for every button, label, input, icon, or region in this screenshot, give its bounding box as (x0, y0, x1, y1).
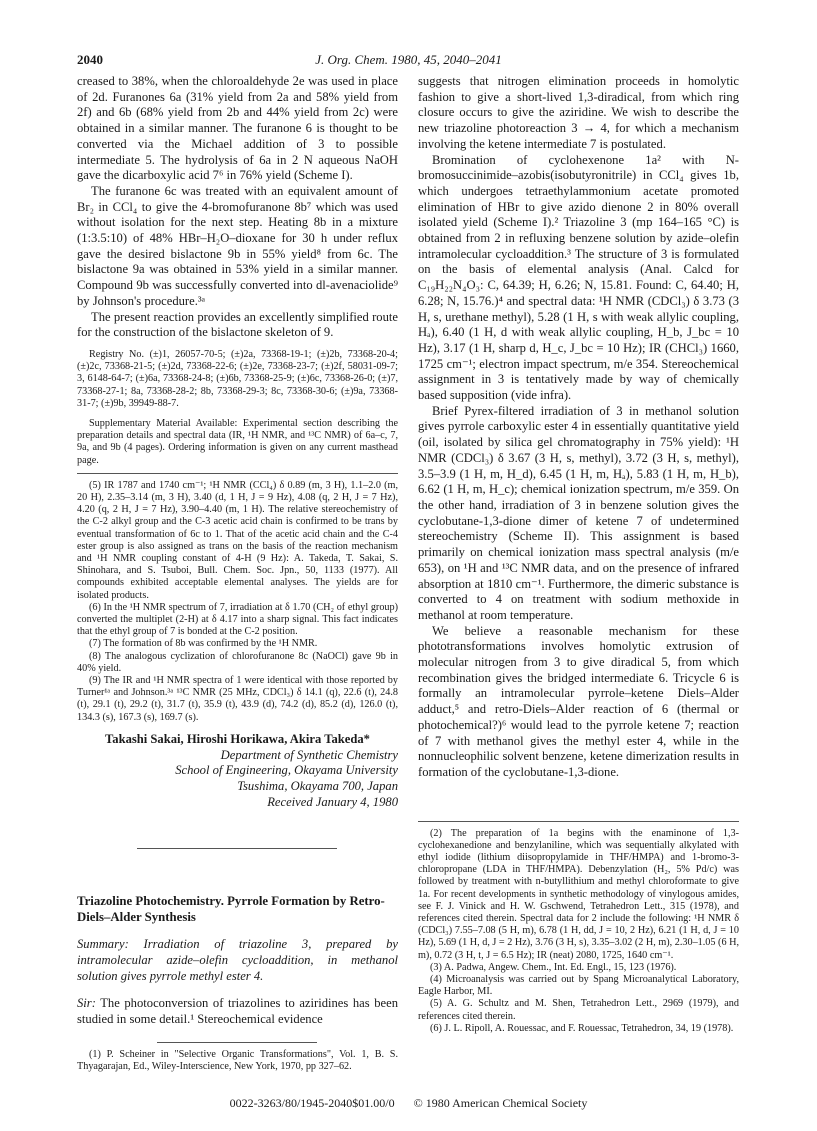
body-paragraph: suggests that nitrogen elimination proceeds in homolytic fashion to give a short-lived 1,3-diradical, from which ring closure occurs to give the aziridine. We wish to describe the new triazoline photoreaction 3 → 4, for which a mechanism involving the ketene intermediate 7 is postulated. (418, 74, 739, 151)
authors: Takashi Sakai, Hiroshi Horikawa, Akira Takeda* (105, 731, 370, 746)
article-title: Triazoline Photochemistry. Pyrrole Formation by Retro-Diels–Alder Synthesis (77, 894, 385, 925)
footnote: (6) In the ¹H NMR spectrum of 7, irradiation at δ 1.70 (CH₂ of ethyl group) converted the multiplet (2-H) at δ 4.17 into a sharp signal. This fact indicates that the ethyl group of 7 is bonded at the C-2 position. (77, 601, 398, 638)
footnote: (7) The formation of 8b was confirmed by the ¹H NMR. (89, 638, 318, 650)
affiliation-line: Tsushima, Okayama 700, Japan (237, 778, 398, 793)
footnote: (8) The analogous cyclization of chlorofuranone 8c (NaOCl) gave 9b in 40% yield. (77, 650, 398, 674)
page-number: 2040 (77, 52, 103, 67)
body-paragraph: Bromination of cyclohexenone 1a² with N-bromosuccinimide–azobis(isobutyronitrile) in CCl₄ gives 1b, which undergoes tetraethylammonium acetate promoted elimination of HBr to give azido dienone 2 in 80% overall isolated yield (Scheme I).² Triazoline 3 (mp 164–165 °C) is obtained from 2 in refluxing benzene solution by azide–olefin intramolecular cycloaddition.³ The structure of 3 is formulated on the basis of elemental analysis (Anal. Calcd for C₁₉H₂₂N₄O₃: C, 64.39; H, 6.26; N, 15.81. Found: C, 64.40; H, 6.28; N, 15.76.)⁴ and spectral data: ¹H NMR (CDCl₃) δ 3.73 (3 H, s, urethane methyl), 5.28 (1 H, s with weak allylic coupling, Hₐ), 6.40 (1 H, d with weak allylic coupling, H_b, J_bc = 10 Hz), 3.17 (1 H, sharp d, H_c, J_bc = 10 Hz); IR (CHCl₃) 1660, 1725 cm⁻¹; electron impact spectrum, m/e 354. Stereochemical assignment in 3 is tentatively made by way of chemically based supposition (vide infra). (418, 152, 739, 403)
journal-citation: J. Org. Chem. 1980, 45, 2040–2041 (315, 52, 502, 67)
summary (77, 937, 398, 984)
affiliation (77, 748, 398, 811)
summary-text: Irradiation of triazoline 3, prepared by intramolecular azide–olefin cycloaddition, in methanol solution gives pyrrole methyl ester 4. (77, 937, 399, 983)
summary-label: Summary: (77, 937, 129, 952)
footnote: (5) IR 1787 and 1740 cm⁻¹; ¹H NMR (CCl₄) δ 0.89 (m, 3 H), 1.1–2.0 (m, 20 H), 2.35–3.14 (m, 3 H), 3.40 (d, 1 H, J = 9 Hz), 4.08 (q, 2 H, J = 7 Hz), 4.20 (q, 2 H, J = 7 Hz), 3.90–4.40 (m, 1 H). The relative stereochemistry of the C-2 alkyl group and the C-3 acetic acid chain is confirmed to be trans by eventual transformation of 6c to 1. That of the acetic acid chain and the C-4 ester group is also assigned as trans on the basis of the reaction mechanism and ¹H NMR coupling constant of 4-H (9 Hz): A. Takeda, T. Sakai, S. Shinohara, and S. Tsuboi, Bull. Chem. Soc. Jpn., 50, 1133 (1977). All compounds exhibited acceptable elemental analyses. The yields are for isolated products. (77, 479, 398, 601)
divider (418, 821, 739, 822)
sir-paragraph (77, 996, 398, 1027)
body-paragraph: The furanone 6c was treated with an equivalent amount of Br₂ in CCl₄ to give the 4-bromofuranone 8b⁷ which was used without isolation for the next step. Heating 8b in a mixture (1:3.5:10) of 48% HBr–H₂O–dioxane for 30 h under reflux gave the desired bislactone 9b in 55% yield⁸ from 6c. The bislactone 9a was obtained in 53% yield in a similar manner. Compound 9b was successfully converted into dl-avenaciolide⁹ by Johnson's procedure.³ᵃ (77, 183, 398, 308)
article-code: 0022-3263/80/1945-2040$01.00/0 (229, 1096, 395, 1110)
footnote: (4) Microanalysis was carried out by Spang Microanalytical Laboratory, Eagle Harbor, MI. (418, 974, 739, 998)
right-column (418, 74, 739, 1035)
registry-numbers (77, 349, 398, 410)
divider (77, 473, 398, 474)
sir-label: Sir: (77, 996, 96, 1011)
footnote: (3) A. Padwa, Angew. Chem., Int. Ed. Engl., 15, 123 (1976). (430, 961, 677, 973)
footnotes-left (77, 480, 398, 724)
footnote: (6) J. L. Ripoll, A. Rouessac, and F. Rouessac, Tetrahedron, 34, 19 (1978). (430, 1022, 734, 1034)
divider (157, 1042, 317, 1043)
body-paragraph: The present reaction provides an excellently simplified route for the construction of the bislactone skeleton of 9. (77, 309, 398, 340)
affiliation-line: Department of Synthetic Chemistry (220, 747, 398, 762)
body-paragraph: We believe a reasonable mechanism for these phototransformations involves homolytic extrusion of molecular nitrogen from 3 to give diradical 5, from which recombination gives the bridged intermediate 6. Tricycle 6 is formally an intramolecular pyrrole–ketene Diels–Alder adduct,⁵ and retro-Diels–Alder reaction of 6 (thermal or photochemical?)⁶ would lead to the pyrrole ketene 7; reaction of 7 with methanol gives the methyl ester 4, while in the nonnucleophilic solvent benzene, ketene dimerization results in formation of the cyclobutane-1,3-dione. (418, 623, 739, 779)
footnote: (9) The IR and ¹H NMR spectra of 1 were identical with those reported by Turner¹ᵃ and Johnson.³ᵃ ¹³C NMR (25 MHz, CDCl₃) δ 14.1 (q), 22.6 (t), 24.8 (t), 29.1 (t), 29.2 (t), 31.7 (t), 35.9 (t), 43.9 (d), 74.2 (d), 85.2 (d), 126.0 (t), 134.3 (s), 167.3 (s), 169.7 (s). (77, 675, 398, 723)
footnote: (1) P. Scheiner in "Selective Organic Transformations", Vol. 1, B. S. Thyagarajan, Ed., Wiley-Interscience, New York, 1970, pp 327–62. (77, 1048, 398, 1073)
left-column (77, 74, 398, 1073)
footnote-1 (77, 1049, 398, 1073)
supplementary-text: Supplementary Material Available: Experimental section describing the preparation details and spectral data (IR, ¹H NMR, and ¹³C NMR) of 6a–c, 7, 9a, and 9b (4 pages). Ordering information is given on any current masthead page. (77, 417, 398, 466)
body-paragraph: Brief Pyrex-filtered irradiation of 3 in methanol solution gives pyrrole carboxylic ester 4 in essentially quantitative yield (oil, isolated by silica gel chromatography in 75% yield): ¹H NMR (CDCl₃) δ 3.67 (3 H, s, methyl), 3.72 (3 H, s, methyl), 3.5–3.9 (1 H, m, H_d), 6.45 (1 H, m, Hₐ), 5.83 (1 H, m, H_b), 6.62 (1 H, m, H_c); chemical ionization spectrum, m/e 359. On the other hand, irradiation of 3 in benzene solution gives the cyclobutane-1,3-dione dimer of ketene 7 of undetermined stereochemistry (Scheme II). This assignment is based primarily on chemical ionization mass spectral analysis (m/e 653), on ¹H and ¹³C NMR data, and on the presence of infrared absorption at 1810 cm⁻¹. Furthermore, the dimeric substance is converted to 4 on treatment with sodium methoxide in methanol at room temperature. (418, 403, 739, 622)
footnotes-right (418, 828, 739, 1035)
affiliation-line: School of Engineering, Okayama University (175, 763, 398, 778)
copyright: © 1980 American Chemical Society (413, 1096, 588, 1110)
page-footer (77, 1096, 740, 1111)
supplementary-material (77, 418, 398, 467)
footnote: (5) A. G. Schultz and M. Shen, Tetrahedron Lett., 2969 (1979), and references cited therein. (418, 998, 739, 1022)
registry-text: Registry No. (±)1, 26057-70-5; (±)2a, 73368-19-1; (±)2b, 73368-20-4; (±)2c, 73368-21-5; (±)2d, 73368-22-6; (±)2e, 73368-23-7; (±)2f, 58031-09-7; 3, 6148-64-7; (±)6a, 73368-24-8; (±)6b, 73368-25-9; (±)6c, 73368-26-0; (±)7, 73368-27-1; 8a, 73368-28-2; 8b, 73368-29-3; 8c, 73368-30-6; (±)9a, 73368-31-7; (±)9b, 39949-88-7. (77, 348, 398, 409)
running-header (77, 52, 740, 70)
footnote: (2) The preparation of 1a begins with the enaminone of 1,3-cyclohexanedione and benzylaniline, which was sequentially alkylated with ethyl iodide (lithium diisopropylamide in THF/HMPA) and 1-bromo-3-chloropropane (LDA in THF/HMPA). Debenzylation (H₂, 5% Pd/c) was followed by treatment with n-butyllithium and methyl chloroformate to give 1a. For recent developments in synthetic methodology of vinylogous amides, see F. J. Vinick and H. W. Gschwend, Tetrahedron Lett., 315 (1978), and references cited therein. Spectral data for 2 include the following: ¹H NMR δ (CDCl₃) 7.55–7.08 (5 H, m), 6.78 (1 H, dd, J = 10, 2 Hz), 6.21 (1 H, d, J = 10 Hz), 5.69 (1 H, d, J = 2 Hz), 3.76 (3 H, s), 3.35–3.02 (2 H, m), 2.30–1.05 (6 H, m), 0.72 (3 H, t, J = 6.5 Hz); IR (neat) 2080, 1725, 1640 cm⁻¹. (418, 827, 739, 961)
received-date: Received January 4, 1980 (267, 794, 398, 809)
divider (137, 848, 337, 849)
body-paragraph: creased to 38%, when the chloroaldehyde 2e was used in place of 2d. Furanones 6a (31% yield from 2a and 58% yield from 2f) and 6b (68% yield from 2b and 44% yield from 2c) were obtained in a similar manner. The furanone 6 is thought to be converted via the Michael addition of 3 to possible intermediate 5. The hydrolysis of 6a in 2 N aqueous NaOH gave the dicarboxylic acid 7⁶ in 76% yield (Scheme I). (77, 74, 398, 183)
sir-text: The photoconversion of triazolines to aziridines has been studied in some detail.¹ Stereochemical evidence (77, 996, 398, 1027)
